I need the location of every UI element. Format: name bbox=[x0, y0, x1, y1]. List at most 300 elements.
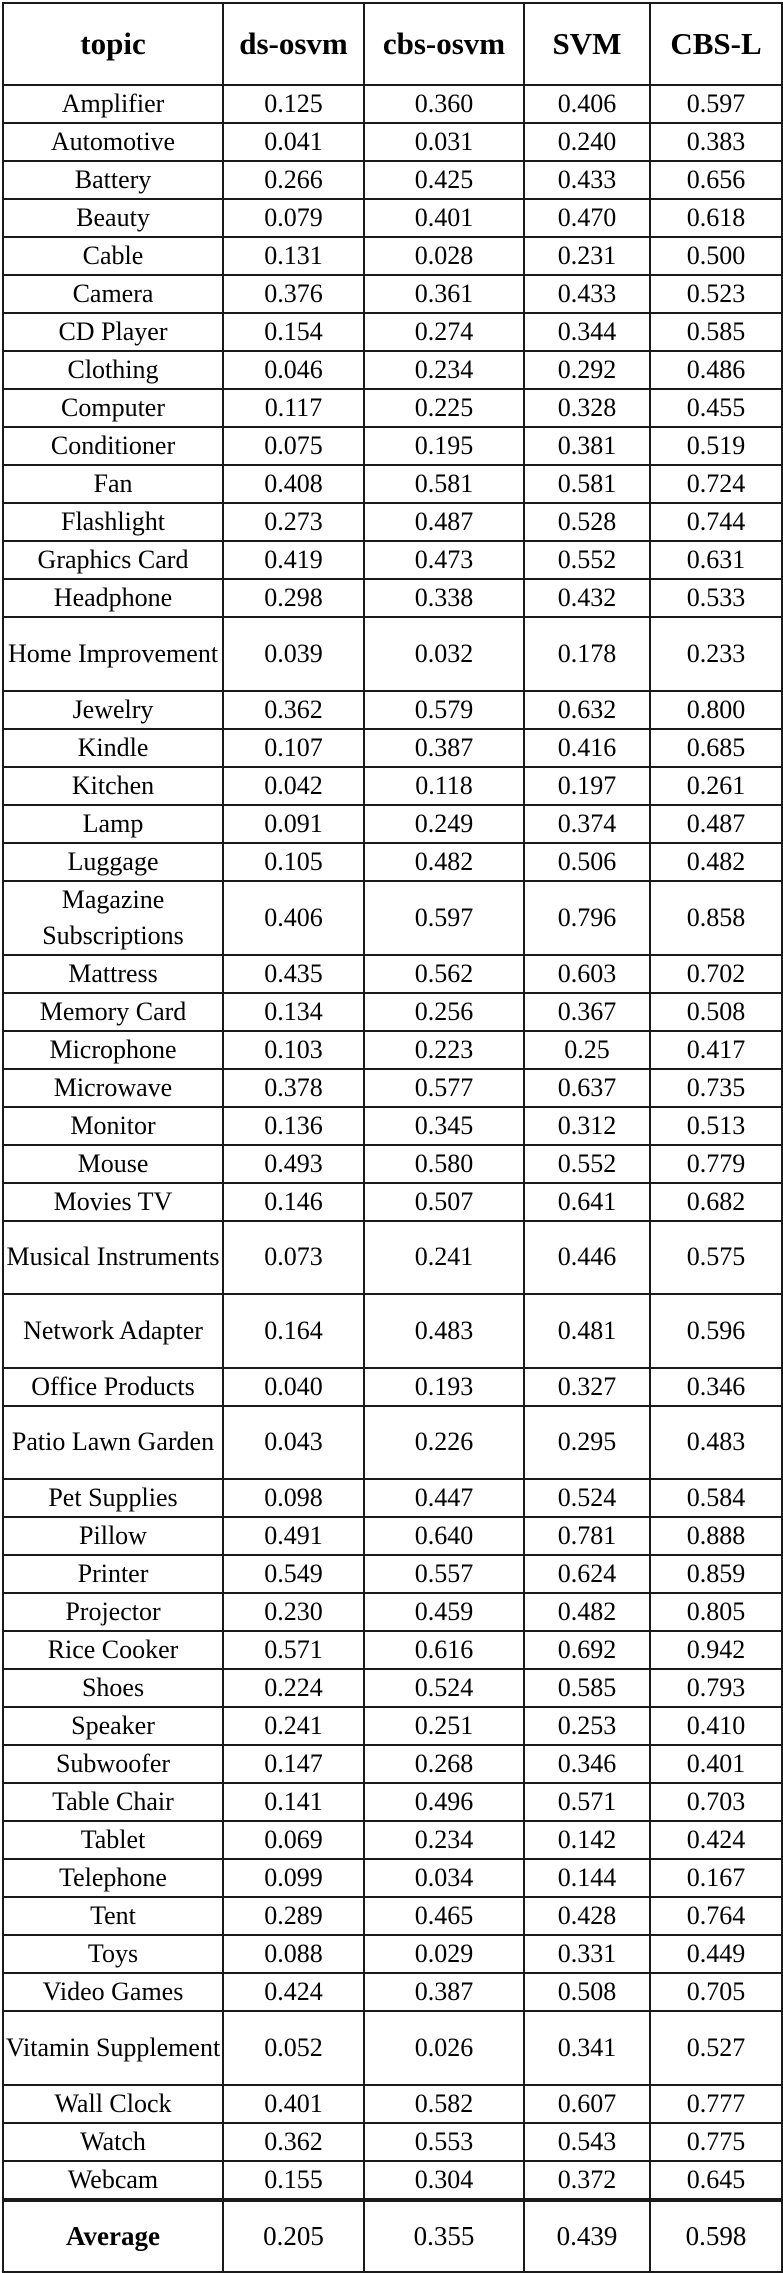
ds-osvm-cell: 0.164 bbox=[223, 1294, 364, 1368]
cbs-osvm-cell: 0.507 bbox=[364, 1183, 524, 1221]
cbs-osvm-cell: 0.483 bbox=[364, 1294, 524, 1368]
svm-cell: 0.381 bbox=[524, 427, 650, 465]
topic-cell: Office Products bbox=[3, 1368, 223, 1406]
ds-osvm-cell: 0.117 bbox=[223, 389, 364, 427]
topic-cell: Computer bbox=[3, 389, 223, 427]
topic-cell: Cable bbox=[3, 237, 223, 275]
svm-cell: 0.416 bbox=[524, 729, 650, 767]
table-row bbox=[3, 123, 782, 161]
ds-osvm-cell: 0.424 bbox=[223, 1973, 364, 2011]
header-row bbox=[3, 3, 782, 85]
topic-cell: Shoes bbox=[3, 1669, 223, 1707]
ds-osvm-cell: 0.075 bbox=[223, 427, 364, 465]
svm-cell: 0.142 bbox=[524, 1821, 650, 1859]
cbs-osvm-cell: 0.553 bbox=[364, 2123, 524, 2161]
table-row bbox=[3, 2123, 782, 2161]
table-row bbox=[3, 351, 782, 389]
cbs-osvm-cell: 0.028 bbox=[364, 237, 524, 275]
ds-osvm-cell: 0.041 bbox=[223, 123, 364, 161]
svm-cell: 0.328 bbox=[524, 389, 650, 427]
cbs-osvm-cell: 0.195 bbox=[364, 427, 524, 465]
table-row bbox=[3, 2161, 782, 2200]
svm-cell: 0.482 bbox=[524, 1593, 650, 1631]
cbs-l-cell: 0.859 bbox=[650, 1555, 782, 1593]
table-row bbox=[3, 2011, 782, 2085]
svm-cell: 0.524 bbox=[524, 1479, 650, 1517]
topic-cell: Toys bbox=[3, 1935, 223, 1973]
ds-osvm-cell: 0.073 bbox=[223, 1221, 364, 1295]
cbs-osvm-cell: 0.268 bbox=[364, 1745, 524, 1783]
svm-cell: 0.603 bbox=[524, 955, 650, 993]
cbs-osvm-cell: 0.223 bbox=[364, 1031, 524, 1069]
ds-osvm-cell: 0.141 bbox=[223, 1783, 364, 1821]
topic-cell: Flashlight bbox=[3, 503, 223, 541]
ds-osvm-cell: 0.146 bbox=[223, 1183, 364, 1221]
cbs-osvm-cell: 0.029 bbox=[364, 1935, 524, 1973]
cbs-osvm-cell: 0.387 bbox=[364, 1973, 524, 2011]
table-row bbox=[3, 1479, 782, 1517]
topic-cell: Tablet bbox=[3, 1821, 223, 1859]
ds-osvm-cell: 0.230 bbox=[223, 1593, 364, 1631]
svm-cell: 0.428 bbox=[524, 1897, 650, 1935]
cbs-l-cell: 0.705 bbox=[650, 1973, 782, 2011]
cbs-osvm-cell: 0.447 bbox=[364, 1479, 524, 1517]
cbs-l-cell: 0.777 bbox=[650, 2085, 782, 2123]
cbs-osvm-cell: 0.031 bbox=[364, 123, 524, 161]
cbs-osvm-cell: 0.597 bbox=[364, 881, 524, 955]
ds-osvm-cell: 0.103 bbox=[223, 1031, 364, 1069]
svm-cell: 0.607 bbox=[524, 2085, 650, 2123]
cbs-l-cell: 0.575 bbox=[650, 1221, 782, 1295]
svm-cell: 0.433 bbox=[524, 161, 650, 199]
average-row bbox=[3, 2200, 782, 2272]
svm-cell: 0.240 bbox=[524, 123, 650, 161]
table-row bbox=[3, 691, 782, 729]
cbs-l-cell: 0.487 bbox=[650, 805, 782, 843]
ds-osvm-cell: 0.378 bbox=[223, 1069, 364, 1107]
table-row bbox=[3, 1593, 782, 1631]
table-row bbox=[3, 729, 782, 767]
table-body bbox=[3, 85, 782, 2200]
cbs-l-cell: 0.645 bbox=[650, 2161, 782, 2200]
cbs-l-cell: 0.523 bbox=[650, 275, 782, 313]
cbs-osvm-cell: 0.524 bbox=[364, 1669, 524, 1707]
cbs-l-cell: 0.167 bbox=[650, 1859, 782, 1897]
svm-cell: 0.692 bbox=[524, 1631, 650, 1669]
svm-cell: 0.253 bbox=[524, 1707, 650, 1745]
topic-cell: Projector bbox=[3, 1593, 223, 1631]
table-row bbox=[3, 2085, 782, 2123]
cbs-l-cell: 0.513 bbox=[650, 1107, 782, 1145]
cbs-l-cell: 0.410 bbox=[650, 1707, 782, 1745]
svm-cell: 0.571 bbox=[524, 1783, 650, 1821]
table-row bbox=[3, 881, 782, 955]
svm-cell: 0.406 bbox=[524, 85, 650, 123]
topic-cell: Beauty bbox=[3, 199, 223, 237]
ds-osvm-cell: 0.042 bbox=[223, 767, 364, 805]
table-row bbox=[3, 1935, 782, 1973]
cbs-osvm-cell: 0.234 bbox=[364, 1821, 524, 1859]
ds-osvm-cell: 0.099 bbox=[223, 1859, 364, 1897]
svm-cell: 0.508 bbox=[524, 1973, 650, 2011]
ds-osvm-cell: 0.571 bbox=[223, 1631, 364, 1669]
svm-cell: 0.481 bbox=[524, 1294, 650, 1368]
table-row bbox=[3, 1555, 782, 1593]
cbs-osvm-cell: 0.360 bbox=[364, 85, 524, 123]
table-row bbox=[3, 465, 782, 503]
cbs-l-cell: 0.584 bbox=[650, 1479, 782, 1517]
topic-cell: Pet Supplies bbox=[3, 1479, 223, 1517]
ds-osvm-cell: 0.131 bbox=[223, 237, 364, 275]
cbs-l-cell: 0.631 bbox=[650, 541, 782, 579]
table-row bbox=[3, 541, 782, 579]
cbs-osvm-cell: 0.193 bbox=[364, 1368, 524, 1406]
topic-cell: Clothing bbox=[3, 351, 223, 389]
ds-osvm-cell: 0.376 bbox=[223, 275, 364, 313]
cbs-osvm-cell: 0.225 bbox=[364, 389, 524, 427]
ds-osvm-cell: 0.406 bbox=[223, 881, 364, 955]
topic-cell: Video Games bbox=[3, 1973, 223, 2011]
table-row bbox=[3, 617, 782, 691]
table-row bbox=[3, 1107, 782, 1145]
table-row bbox=[3, 1069, 782, 1107]
topic-cell: Automotive bbox=[3, 123, 223, 161]
svm-cell: 0.581 bbox=[524, 465, 650, 503]
svm-cell: 0.432 bbox=[524, 579, 650, 617]
table-row bbox=[3, 237, 782, 275]
ds-osvm-cell: 0.224 bbox=[223, 1669, 364, 1707]
cbs-osvm-cell: 0.580 bbox=[364, 1145, 524, 1183]
ds-osvm-cell: 0.147 bbox=[223, 1745, 364, 1783]
cbs-osvm-cell: 0.640 bbox=[364, 1517, 524, 1555]
cbs-osvm-cell: 0.118 bbox=[364, 767, 524, 805]
table-row bbox=[3, 1145, 782, 1183]
header-cbs-l: CBS-L bbox=[650, 3, 782, 85]
topic-cell: Patio Lawn Garden bbox=[3, 1406, 223, 1480]
cbs-osvm-cell: 0.496 bbox=[364, 1783, 524, 1821]
cbs-l-cell: 0.596 bbox=[650, 1294, 782, 1368]
ds-osvm-cell: 0.040 bbox=[223, 1368, 364, 1406]
table-row bbox=[3, 579, 782, 617]
svm-cell: 0.641 bbox=[524, 1183, 650, 1221]
svm-cell: 0.585 bbox=[524, 1669, 650, 1707]
table-row bbox=[3, 1859, 782, 1897]
cbs-osvm-cell: 0.465 bbox=[364, 1897, 524, 1935]
cbs-osvm-cell: 0.473 bbox=[364, 541, 524, 579]
svm-cell: 0.552 bbox=[524, 1145, 650, 1183]
cbs-l-cell: 0.455 bbox=[650, 389, 782, 427]
ds-osvm-cell: 0.125 bbox=[223, 85, 364, 123]
ds-osvm-cell: 0.088 bbox=[223, 1935, 364, 1973]
cbs-l-cell: 0.417 bbox=[650, 1031, 782, 1069]
cbs-osvm-cell: 0.562 bbox=[364, 955, 524, 993]
cbs-l-cell: 0.724 bbox=[650, 465, 782, 503]
topic-cell: Speaker bbox=[3, 1707, 223, 1745]
cbs-osvm-cell: 0.241 bbox=[364, 1221, 524, 1295]
topic-cell: Microphone bbox=[3, 1031, 223, 1069]
table-row bbox=[3, 1783, 782, 1821]
ds-osvm-cell: 0.105 bbox=[223, 843, 364, 881]
table-row bbox=[3, 1406, 782, 1480]
results-table bbox=[2, 2, 783, 2273]
svm-cell: 0.25 bbox=[524, 1031, 650, 1069]
svm-cell: 0.543 bbox=[524, 2123, 650, 2161]
cbs-osvm-cell: 0.226 bbox=[364, 1406, 524, 1480]
cbs-l-cell: 0.702 bbox=[650, 955, 782, 993]
cbs-l-cell: 0.775 bbox=[650, 2123, 782, 2161]
svm-cell: 0.197 bbox=[524, 767, 650, 805]
cbs-osvm-cell: 0.361 bbox=[364, 275, 524, 313]
cbs-l-cell: 0.682 bbox=[650, 1183, 782, 1221]
topic-cell: Battery bbox=[3, 161, 223, 199]
cbs-osvm-cell: 0.249 bbox=[364, 805, 524, 843]
cbs-osvm-cell: 0.345 bbox=[364, 1107, 524, 1145]
cbs-l-cell: 0.888 bbox=[650, 1517, 782, 1555]
topic-cell: Mattress bbox=[3, 955, 223, 993]
svm-cell: 0.367 bbox=[524, 993, 650, 1031]
cbs-l-cell: 0.508 bbox=[650, 993, 782, 1031]
cbs-l-cell: 0.942 bbox=[650, 1631, 782, 1669]
topic-cell: Webcam bbox=[3, 2161, 223, 2200]
topic-cell: Fan bbox=[3, 465, 223, 503]
svm-cell: 0.446 bbox=[524, 1221, 650, 1295]
ds-osvm-cell: 0.241 bbox=[223, 1707, 364, 1745]
topic-cell: Rice Cooker bbox=[3, 1631, 223, 1669]
svm-cell: 0.624 bbox=[524, 1555, 650, 1593]
topic-cell: Magazine Subscriptions bbox=[3, 881, 223, 955]
ds-osvm-cell: 0.079 bbox=[223, 199, 364, 237]
topic-cell: Home Improvement bbox=[3, 617, 223, 691]
cbs-l-cell: 0.519 bbox=[650, 427, 782, 465]
topic-cell: Wall Clock bbox=[3, 2085, 223, 2123]
svm-cell: 0.506 bbox=[524, 843, 650, 881]
ds-osvm-cell: 0.098 bbox=[223, 1479, 364, 1517]
topic-cell: Kindle bbox=[3, 729, 223, 767]
topic-cell: Mouse bbox=[3, 1145, 223, 1183]
header-svm: SVM bbox=[524, 3, 650, 85]
topic-cell: Headphone bbox=[3, 579, 223, 617]
svm-cell: 0.637 bbox=[524, 1069, 650, 1107]
ds-osvm-cell: 0.052 bbox=[223, 2011, 364, 2085]
average-cbs-l: 0.598 bbox=[650, 2200, 782, 2272]
topic-cell: Network Adapter bbox=[3, 1294, 223, 1368]
ds-osvm-cell: 0.493 bbox=[223, 1145, 364, 1183]
cbs-l-cell: 0.685 bbox=[650, 729, 782, 767]
cbs-osvm-cell: 0.482 bbox=[364, 843, 524, 881]
topic-cell: Camera bbox=[3, 275, 223, 313]
svm-cell: 0.433 bbox=[524, 275, 650, 313]
cbs-osvm-cell: 0.387 bbox=[364, 729, 524, 767]
cbs-l-cell: 0.858 bbox=[650, 881, 782, 955]
cbs-l-cell: 0.618 bbox=[650, 199, 782, 237]
topic-cell: Telephone bbox=[3, 1859, 223, 1897]
ds-osvm-cell: 0.273 bbox=[223, 503, 364, 541]
ds-osvm-cell: 0.419 bbox=[223, 541, 364, 579]
table-row bbox=[3, 843, 782, 881]
ds-osvm-cell: 0.491 bbox=[223, 1517, 364, 1555]
ds-osvm-cell: 0.043 bbox=[223, 1406, 364, 1480]
table-row bbox=[3, 767, 782, 805]
svm-cell: 0.346 bbox=[524, 1745, 650, 1783]
table-row bbox=[3, 1517, 782, 1555]
ds-osvm-cell: 0.107 bbox=[223, 729, 364, 767]
svm-cell: 0.331 bbox=[524, 1935, 650, 1973]
svm-cell: 0.372 bbox=[524, 2161, 650, 2200]
topic-cell: Tent bbox=[3, 1897, 223, 1935]
svm-cell: 0.341 bbox=[524, 2011, 650, 2085]
topic-cell: Lamp bbox=[3, 805, 223, 843]
cbs-l-cell: 0.383 bbox=[650, 123, 782, 161]
topic-cell: Vitamin Supplement bbox=[3, 2011, 223, 2085]
svm-cell: 0.327 bbox=[524, 1368, 650, 1406]
cbs-osvm-cell: 0.026 bbox=[364, 2011, 524, 2085]
cbs-l-cell: 0.533 bbox=[650, 579, 782, 617]
cbs-osvm-cell: 0.616 bbox=[364, 1631, 524, 1669]
table-row bbox=[3, 1897, 782, 1935]
table-row bbox=[3, 1031, 782, 1069]
svm-cell: 0.344 bbox=[524, 313, 650, 351]
table-row bbox=[3, 313, 782, 351]
table-row bbox=[3, 85, 782, 123]
svm-cell: 0.632 bbox=[524, 691, 650, 729]
cbs-l-cell: 0.233 bbox=[650, 617, 782, 691]
topic-cell: Table Chair bbox=[3, 1783, 223, 1821]
ds-osvm-cell: 0.069 bbox=[223, 1821, 364, 1859]
topic-cell: Subwoofer bbox=[3, 1745, 223, 1783]
cbs-osvm-cell: 0.034 bbox=[364, 1859, 524, 1897]
ds-osvm-cell: 0.401 bbox=[223, 2085, 364, 2123]
topic-cell: Amplifier bbox=[3, 85, 223, 123]
cbs-l-cell: 0.703 bbox=[650, 1783, 782, 1821]
topic-cell: Printer bbox=[3, 1555, 223, 1593]
cbs-l-cell: 0.735 bbox=[650, 1069, 782, 1107]
table-row bbox=[3, 1368, 782, 1406]
table-row bbox=[3, 1707, 782, 1745]
cbs-l-cell: 0.764 bbox=[650, 1897, 782, 1935]
table-row bbox=[3, 993, 782, 1031]
cbs-l-cell: 0.486 bbox=[650, 351, 782, 389]
table-row bbox=[3, 1973, 782, 2011]
cbs-l-cell: 0.261 bbox=[650, 767, 782, 805]
topic-cell: CD Player bbox=[3, 313, 223, 351]
cbs-osvm-cell: 0.579 bbox=[364, 691, 524, 729]
svm-cell: 0.528 bbox=[524, 503, 650, 541]
topic-cell: Graphics Card bbox=[3, 541, 223, 579]
cbs-osvm-cell: 0.338 bbox=[364, 579, 524, 617]
cbs-l-cell: 0.424 bbox=[650, 1821, 782, 1859]
cbs-osvm-cell: 0.557 bbox=[364, 1555, 524, 1593]
topic-cell: Luggage bbox=[3, 843, 223, 881]
svm-cell: 0.552 bbox=[524, 541, 650, 579]
topic-cell: Memory Card bbox=[3, 993, 223, 1031]
header-ds-osvm: ds-osvm bbox=[223, 3, 364, 85]
ds-osvm-cell: 0.155 bbox=[223, 2161, 364, 2200]
cbs-osvm-cell: 0.234 bbox=[364, 351, 524, 389]
table-row bbox=[3, 1294, 782, 1368]
header-cbs-osvm: cbs-osvm bbox=[364, 3, 524, 85]
ds-osvm-cell: 0.289 bbox=[223, 1897, 364, 1935]
table-row bbox=[3, 1745, 782, 1783]
ds-osvm-cell: 0.154 bbox=[223, 313, 364, 351]
table-row bbox=[3, 427, 782, 465]
cbs-l-cell: 0.656 bbox=[650, 161, 782, 199]
table-row bbox=[3, 161, 782, 199]
ds-osvm-cell: 0.408 bbox=[223, 465, 364, 503]
cbs-l-cell: 0.779 bbox=[650, 1145, 782, 1183]
header-topic: topic bbox=[3, 3, 223, 85]
cbs-l-cell: 0.401 bbox=[650, 1745, 782, 1783]
ds-osvm-cell: 0.435 bbox=[223, 955, 364, 993]
ds-osvm-cell: 0.362 bbox=[223, 2123, 364, 2161]
table-row bbox=[3, 1821, 782, 1859]
cbs-osvm-cell: 0.582 bbox=[364, 2085, 524, 2123]
svm-cell: 0.231 bbox=[524, 237, 650, 275]
cbs-l-cell: 0.597 bbox=[650, 85, 782, 123]
svm-cell: 0.292 bbox=[524, 351, 650, 389]
cbs-l-cell: 0.483 bbox=[650, 1406, 782, 1480]
ds-osvm-cell: 0.046 bbox=[223, 351, 364, 389]
table-row bbox=[3, 805, 782, 843]
table-row bbox=[3, 1221, 782, 1295]
cbs-l-cell: 0.346 bbox=[650, 1368, 782, 1406]
topic-cell: Kitchen bbox=[3, 767, 223, 805]
cbs-l-cell: 0.744 bbox=[650, 503, 782, 541]
svm-cell: 0.144 bbox=[524, 1859, 650, 1897]
svm-cell: 0.178 bbox=[524, 617, 650, 691]
table-row bbox=[3, 955, 782, 993]
cbs-osvm-cell: 0.032 bbox=[364, 617, 524, 691]
cbs-osvm-cell: 0.425 bbox=[364, 161, 524, 199]
topic-cell: Musical Instruments bbox=[3, 1221, 223, 1295]
cbs-l-cell: 0.793 bbox=[650, 1669, 782, 1707]
ds-osvm-cell: 0.134 bbox=[223, 993, 364, 1031]
svm-cell: 0.470 bbox=[524, 199, 650, 237]
table-row bbox=[3, 275, 782, 313]
table-row bbox=[3, 1669, 782, 1707]
cbs-l-cell: 0.527 bbox=[650, 2011, 782, 2085]
topic-cell: Watch bbox=[3, 2123, 223, 2161]
svm-cell: 0.796 bbox=[524, 881, 650, 955]
cbs-l-cell: 0.500 bbox=[650, 237, 782, 275]
ds-osvm-cell: 0.298 bbox=[223, 579, 364, 617]
topic-cell: Jewelry bbox=[3, 691, 223, 729]
cbs-l-cell: 0.805 bbox=[650, 1593, 782, 1631]
cbs-osvm-cell: 0.577 bbox=[364, 1069, 524, 1107]
ds-osvm-cell: 0.362 bbox=[223, 691, 364, 729]
cbs-osvm-cell: 0.251 bbox=[364, 1707, 524, 1745]
topic-cell: Conditioner bbox=[3, 427, 223, 465]
table-row bbox=[3, 199, 782, 237]
svm-cell: 0.374 bbox=[524, 805, 650, 843]
table-row bbox=[3, 503, 782, 541]
cbs-osvm-cell: 0.304 bbox=[364, 2161, 524, 2200]
cbs-osvm-cell: 0.581 bbox=[364, 465, 524, 503]
table-row bbox=[3, 1631, 782, 1669]
svm-cell: 0.312 bbox=[524, 1107, 650, 1145]
ds-osvm-cell: 0.091 bbox=[223, 805, 364, 843]
ds-osvm-cell: 0.039 bbox=[223, 617, 364, 691]
cbs-osvm-cell: 0.256 bbox=[364, 993, 524, 1031]
topic-cell: Microwave bbox=[3, 1069, 223, 1107]
topic-cell: Pillow bbox=[3, 1517, 223, 1555]
topic-cell: Movies TV bbox=[3, 1183, 223, 1221]
cbs-osvm-cell: 0.401 bbox=[364, 199, 524, 237]
table-row bbox=[3, 1183, 782, 1221]
cbs-osvm-cell: 0.459 bbox=[364, 1593, 524, 1631]
average-cbs-osvm: 0.355 bbox=[364, 2200, 524, 2272]
ds-osvm-cell: 0.136 bbox=[223, 1107, 364, 1145]
average-label: Average bbox=[3, 2200, 223, 2272]
